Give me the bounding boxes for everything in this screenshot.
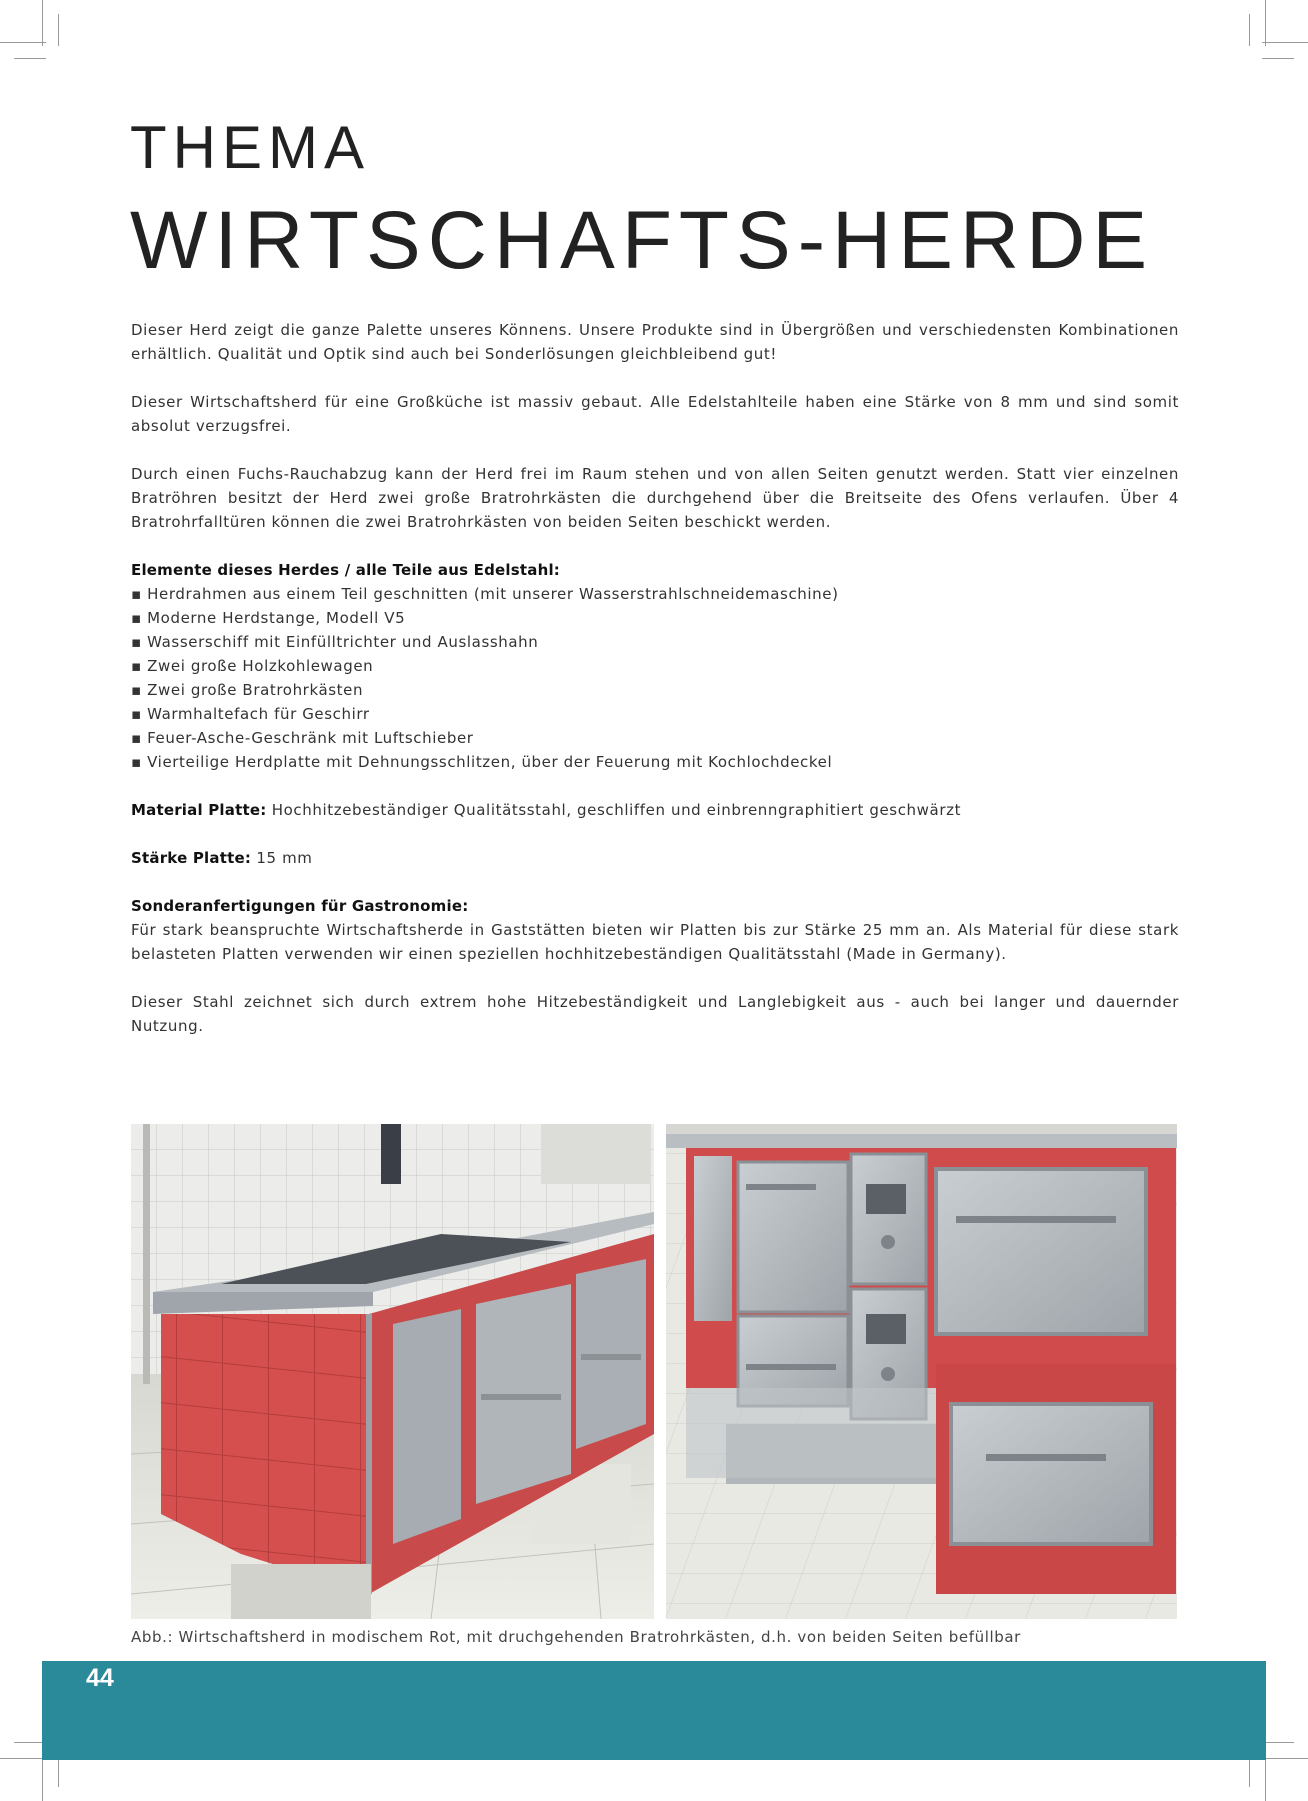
special-paragraph: Für stark beanspruchte Wirtschaftsherde in Gaststätten bieten wir Platten bis zur Stärke 25 mm an. Als Material für diese stark belasteten Platten verwenden wir einen speziellen hochhitzebeständigen Qualitätsstahl (Made in Germany). [131, 921, 1179, 963]
footer-bar [42, 1661, 1266, 1760]
page-kicker: THEMA [130, 114, 370, 181]
flue-paragraph: Durch einen Fuchs-Rauchabzug kann der Herd frei im Raum stehen und von allen Seiten genutzt werden. Statt vier einzelnen Bratröhren besitzt der Herd zwei große Bratrohrkästen die durchgehend über die Breitseite des Ofens verlaufen. Über 4 Bratrohrfalltüren können die zwei Bratrohrkästen von beiden Seiten beschickt werden. [131, 465, 1179, 531]
intro-paragraph: Dieser Herd zeigt die ganze Palette unseres Könnens. Unsere Produkte sind in Übergrößen und verschiedensten Kombinationen erhältlich. Qualität und Optik sind auch bei Sonderlösungen gleichbleibend gut! [131, 321, 1179, 363]
thickness-value: 15 mm [251, 849, 313, 867]
stove-photo-left-image [131, 1124, 654, 1619]
stove-photo-right-image [666, 1124, 1177, 1619]
list-item: ▪ Warmhaltefach für Geschirr [131, 702, 1179, 726]
list-item: ▪ Zwei große Holzkohlewagen [131, 654, 1179, 678]
crop-mark [1262, 1758, 1308, 1759]
thickness-label: Stärke Platte: [131, 849, 252, 867]
material-value: Hochhitzebeständiger Qualitätsstahl, geschliffen und einbrenngraphitiert geschwärzt [266, 801, 962, 819]
crop-mark [1265, 1755, 1266, 1801]
crop-mark [1262, 42, 1308, 43]
list-item: ▪ Zwei große Bratrohrkästen [131, 678, 1179, 702]
crop-mark [1249, 14, 1250, 46]
crop-mark [42, 0, 43, 46]
elements-heading: Elemente dieses Herdes / alle Teile aus Edelstahl: [131, 561, 560, 579]
crop-mark [1265, 0, 1266, 46]
crop-mark [1262, 1742, 1294, 1743]
construction-paragraph: Dieser Wirtschaftsherd für eine Großküche ist massiv gebaut. Alle Edelstahlteile haben eine Stärke von 8 mm und sind somit absolut verzugsfrei. [131, 393, 1179, 435]
body-text [131, 318, 1179, 1062]
list-item: ▪ Moderne Herdstange, Modell V5 [131, 606, 1179, 630]
special-heading: Sonderanfertigungen für Gastronomie: [131, 897, 469, 915]
thickness-spec [131, 846, 1179, 870]
crop-mark [14, 58, 46, 59]
figure-caption: Abb.: Wirtschaftsherd in modischem Rot, mit druchgehenden Bratrohrkästen, d.h. von beiden Seiten befüllbar [131, 1628, 1021, 1646]
crop-mark [58, 14, 59, 46]
list-item: ▪ Feuer-Asche-Geschränk mit Luftschieber [131, 726, 1179, 750]
material-label: Material Platte: [131, 801, 267, 819]
list-item: ▪ Herdrahmen aus einem Teil geschnitten (mit unserer Wasserstrahlschneidemaschine) [131, 582, 1179, 606]
stove-photo-right [666, 1124, 1177, 1619]
material-spec [131, 798, 1179, 822]
stove-photo-left [131, 1124, 654, 1619]
list-item: ▪ Vierteilige Herdplatte mit Dehnungsschlitzen, über der Feuerung mit Kochlochdeckel [131, 750, 1179, 774]
crop-mark [0, 42, 46, 43]
crop-mark [0, 1758, 46, 1759]
elements-list [131, 582, 1179, 774]
crop-mark [42, 1755, 43, 1801]
closing-paragraph: Dieser Stahl zeichnet sich durch extrem hohe Hitzebeständigkeit und Langlebigkeit aus - auch bei langer und dauernder Nutzung. [131, 993, 1179, 1035]
page-number: 44 [86, 1664, 114, 1692]
page-title: WIRTSCHAFTS-HERDE [130, 195, 1155, 286]
crop-mark [1262, 58, 1294, 59]
list-item: ▪ Wasserschiff mit Einfülltrichter und Auslasshahn [131, 630, 1179, 654]
